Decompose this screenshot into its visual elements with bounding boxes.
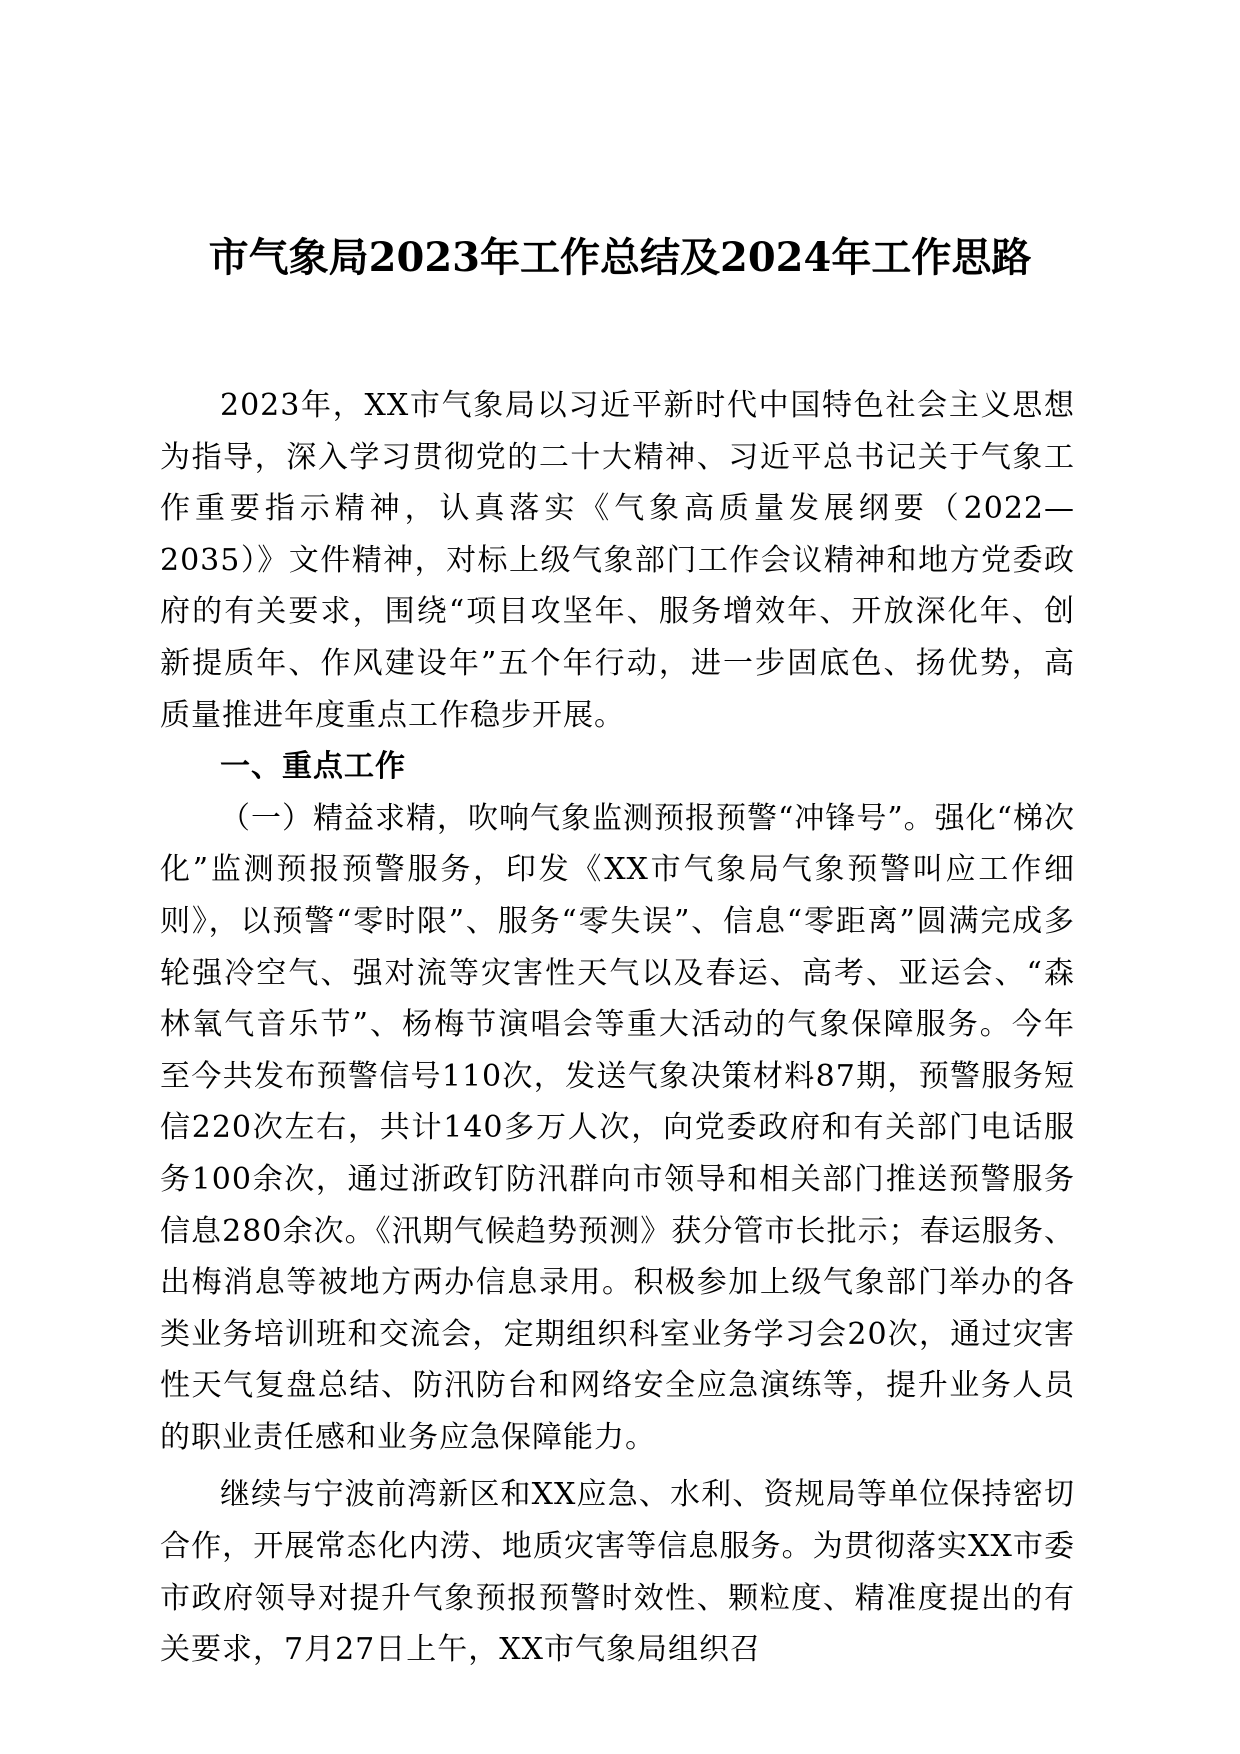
section-heading-key-work: 一、重点工作 <box>220 749 406 785</box>
document-title: 市气象局2023年工作总结及2024年工作思路 <box>208 234 1032 281</box>
paragraph-monitoring-forecast: （一）精益求精，吹响气象监测预报预警“冲锋号”。强化“梯次化”监测预报预警服务，印发《XX市气象局气象预警叫应工作细则》，以预警“零时限”、服务“零失误”、信息“零距离”圆满完成多轮强冷空气、强对流等灾害性天气以及春运、高考、亚运会、“森林氧气音乐节”、杨梅节演唱会等重大活动的气象保障服务。今年至今共发布预警信号110次，发送气象决策材料87期，预警服务短信220次左右，共计140多万人次，向党委政府和有关部门电话服务100余次，通过浙政钉防汛群向市领导和相关部门推送预警服务信息280余次。《汛期气候趋势预测》获分管市长批示；春运服务、出梅消息等被地方两办信息录用。积极参加上级气象部门举办的各类业务培训班和交流会，定期组织科室业务学习会20次，通过灾害性天气复盘总结、防汛防台和网络安全应急演练等，提升业务人员的职业责任感和业务应急保障能力。 <box>160 800 1076 1455</box>
paragraph-cooperation: 继续与宁波前湾新区和XX应急、水利、资规局等单位保持密切合作，开展常态化内涝、地质灾害等信息服务。为贯彻落实XX市委市政府领导对提升气象预报预警时效性、颗粒度、精准度提出的有关要求，7月27日上午，XX市气象局组织召 <box>160 1477 1075 1668</box>
intro-paragraph: 2023年，XX市气象局以习近平新时代中国特色社会主义思想为指导，深入学习贯彻党的二十大精神、习近平总书记关于气象工作重要指示精神，认真落实《气象高质量发展纲要（2022—2035）》文件精神，对标上级气象部门工作会议精神和地方党委政府的有关要求，围绕“项目攻坚年、服务增效年、开放深化年、创新提质年、作风建设年”五个年行动，进一步固底色、扬优势，高质量推进年度重点工作稳步开展。 <box>160 388 1075 733</box>
document-body <box>160 380 1075 1676</box>
